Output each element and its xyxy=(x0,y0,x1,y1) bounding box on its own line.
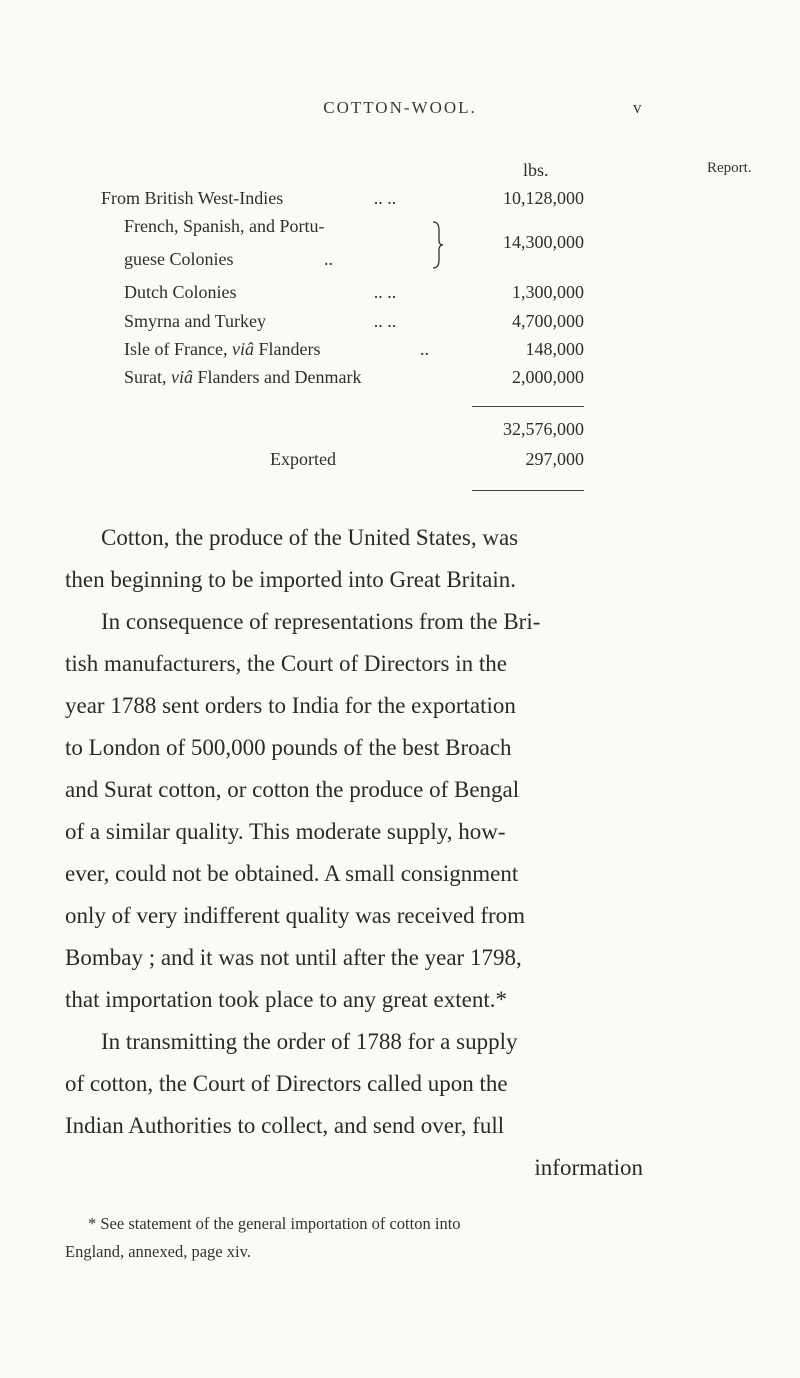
sum-rule-bottom xyxy=(472,490,584,491)
paragraph-line: In transmitting the order of 1788 for a supply xyxy=(101,1029,518,1054)
paragraph-line: year 1788 sent orders to India for the exportation xyxy=(65,693,516,718)
label-post: Flanders and Denmark xyxy=(193,367,362,387)
row-leader: .. xyxy=(420,339,429,359)
paragraph-line: that importation took place to any great extent.* xyxy=(65,987,507,1012)
paragraph-line: of cotton, the Court of Directors called upon the xyxy=(65,1071,508,1096)
paragraph-line: Bombay ; and it was not until after the year 1798, xyxy=(65,945,522,970)
row-leader: .. .. xyxy=(373,282,397,302)
row-value-surat: 2,000,000 xyxy=(512,367,584,387)
row-value-smyrna-turkey: 4,700,000 xyxy=(512,311,584,331)
row-value-french-spanish: 14,300,000 xyxy=(503,232,584,252)
unit-label: lbs. xyxy=(523,160,549,180)
paragraph-line: In consequence of representations from the Bri- xyxy=(101,609,541,634)
row-leader: .. .. xyxy=(373,311,397,331)
paragraph-line: of a similar quality. This moderate supply, how- xyxy=(65,819,506,844)
paragraph-line: and Surat cotton, or cotton the produce of Bengal xyxy=(65,777,520,802)
footnote-line: England, annexed, page xiv. xyxy=(65,1242,251,1261)
label-post: Flanders xyxy=(253,339,321,359)
label-via: viâ xyxy=(171,367,193,387)
sum-rule-top xyxy=(472,406,584,407)
paragraph-line: tish manufacturers, the Court of Directors in the xyxy=(65,651,507,676)
row-leader: .. .. xyxy=(373,188,397,208)
paragraph-catchword: information xyxy=(534,1155,643,1180)
paragraph-line: ever, could not be obtained. A small consignment xyxy=(65,861,519,886)
row-label-smyrna-turkey: Smyrna and Turkey xyxy=(124,311,267,331)
exported-value: 297,000 xyxy=(525,449,584,469)
running-head: COTTON-WOOL. xyxy=(323,98,477,117)
row-label-isle-of-france xyxy=(124,339,320,360)
total-value: 32,576,000 xyxy=(503,419,584,439)
row-label-british-west-indies: From British West-Indies xyxy=(101,188,284,208)
paragraph-line: Cotton, the produce of the United States, was xyxy=(101,525,519,550)
row-label-surat xyxy=(124,367,361,388)
row-label-french-spanish-line1: French, Spanish, and Portu- xyxy=(124,216,325,236)
label-pre: Isle of France, xyxy=(124,339,232,359)
paragraph-line: Indian Authorities to collect, and send over, full xyxy=(65,1113,505,1138)
page-number: v xyxy=(633,98,642,117)
row-leader: .. xyxy=(324,249,333,269)
paragraph-line: only of very indifferent quality was received from xyxy=(65,903,526,928)
row-label-french-spanish-line2: guese Colonies xyxy=(124,249,234,269)
row-value-british-west-indies: 10,128,000 xyxy=(503,188,584,208)
footnote-line: * See statement of the general importation of cotton into xyxy=(88,1214,461,1233)
row-value-dutch-colonies: 1,300,000 xyxy=(512,282,584,302)
row-value-isle-of-france: 148,000 xyxy=(525,339,584,359)
paragraph-line: to London of 500,000 pounds of the best Broach xyxy=(65,735,512,760)
paragraph-line: then beginning to be imported into Great Britain. xyxy=(65,567,516,592)
label-via: viâ xyxy=(231,339,254,359)
exported-label: Exported xyxy=(270,449,336,469)
label-pre: Surat, xyxy=(124,367,171,387)
margin-note: Report. xyxy=(707,160,752,176)
row-label-dutch-colonies: Dutch Colonies xyxy=(124,282,237,302)
